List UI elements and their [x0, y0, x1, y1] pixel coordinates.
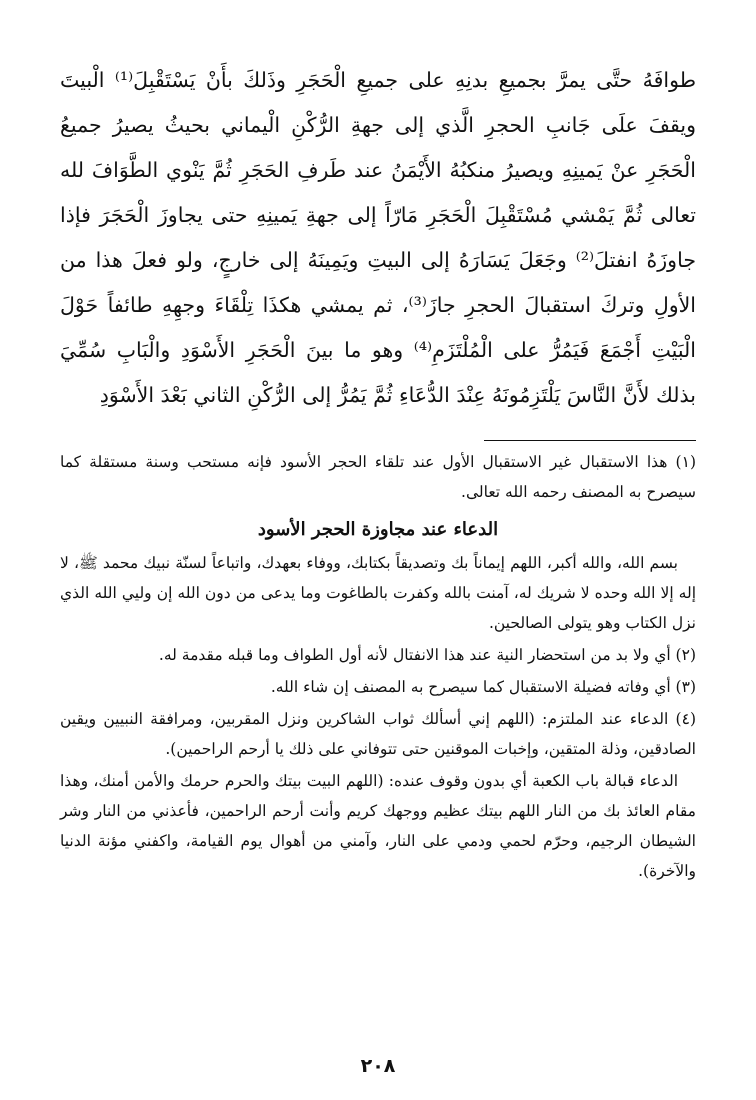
dua-paragraph-1: بسم الله، والله أكبر، اللهم إيماناً بك وتصديقاً بكتابك، ووفاء بعهدك، واتباعاً لسنّة نبيك محمد ﷺ، لا إله إلا الله وحده لا شريك له، آمنت بالله وكفرت بالطاغوت وما يدعى من دون الله إن وليي الله الذي نزل الكتاب وهو يتولى الصالحين. [60, 554, 696, 632]
main-text: طوافَهُ حتَّى يمرَّ بجميعِ بدنِهِ على جميعِ الْحَجَرِ وذَلكَ بأَنْ يَسْتَقْبِلَ⁽¹⁾ الْبيتَ ويقفَ علَى جَانبِ الحجرِ الَّذي إلى جهةِ الرُّكْنِ الْيماني بحيثُ يصيرُ جميعُ الْحَجَرِ عنْ يَمينِهِ ويصيرُ منكبُهُ الأَيْمَنُ عند طَرفِ الحَجَرِ ثُمَّ يَنْوي الطَّوَافَ لله تعالى ثُمَّ يَمْشي مُسْتَقْبِلَ الْحَجَرِ مَارّاً إلى جهةِ يَمينِهِ حتى يجاوزَ الْحَجَرَ فإذا جاوزَهُ انفتلَ⁽²⁾ وجَعَلَ يَسَارَهُ إلى البيتِ ويَمِينَهُ إلى خارجٍ، ولو فعلَ هذا من الأولِ وتركَ استقبالَ الحجرِ جازَ⁽³⁾، ثم يمشي هكذَا تِلْقَاءَ وجهِهِ طائفاً حَوْلَ الْبَيْتِ أَجْمَعَ فَيَمُرُّ على الْمُلْتَزَمِ⁽⁴⁾ وهو ما بينَ الْحَجَرِ الأَسْوَدِ والْبَابِ سُمِّيَ بذلك لأَنَّ النَّاسَ يَلْتَزِمُونَهُ عِنْدَ الدُّعَاءِ ثُمَّ يَمُرُّ إلى الرُّكْنِ الثاني بَعْدَ الأَسْوَدِ [60, 68, 697, 407]
section-heading: الدعاء عند مجاوزة الحجر الأسود [257, 519, 499, 540]
dua-paragraph-2: الدعاء قبالة باب الكعبة أي بدون وقوف عنده: (اللهم البيت بيتك والحرم حرمك والأمن أمنك، وهذا مقام العائذ بك من النار اللهم بيتك عظيم ووجهك كريم وأنت أرحم الراحمين، فأعذني من النار وشر الشيطان الرجيم، وحرّم لحمي ودمي على النار، وآمني من أهوال يوم القيامة، واكفني مؤنة الدنيا والآخرة). [60, 772, 696, 880]
page-number: ٢٠٨ [360, 1055, 396, 1077]
footnote-1: (١) هذا الاستقبال غير الاستقبال الأول عند تلقاء الحجر الأسود فإنه مستحب وسنة مستقلة كما سيصرح به المصنف رحمه الله تعالى. [60, 453, 696, 501]
footnote-separator [484, 440, 696, 441]
footnote-4: (٤) الدعاء عند الملتزم: (اللهم إني أسألك ثواب الشاكرين ونزل المقربين، ومرافقة النبيين ويقين الصادقين، وذلة المتقين، وإخبات الموقنين حتى تتوفاني على ذلك يا أرحم الراحمين). [60, 710, 696, 758]
footnote-3: (٣) أي وفاته فضيلة الاستقبال كما سيصرح به المصنف إن شاء الله. [270, 678, 696, 696]
footnote-2: (٢) أي ولا بد من استحضار النية عند هذا الانفتال لأنه أول الطواف وما قبله مقدمة له. [158, 646, 696, 664]
